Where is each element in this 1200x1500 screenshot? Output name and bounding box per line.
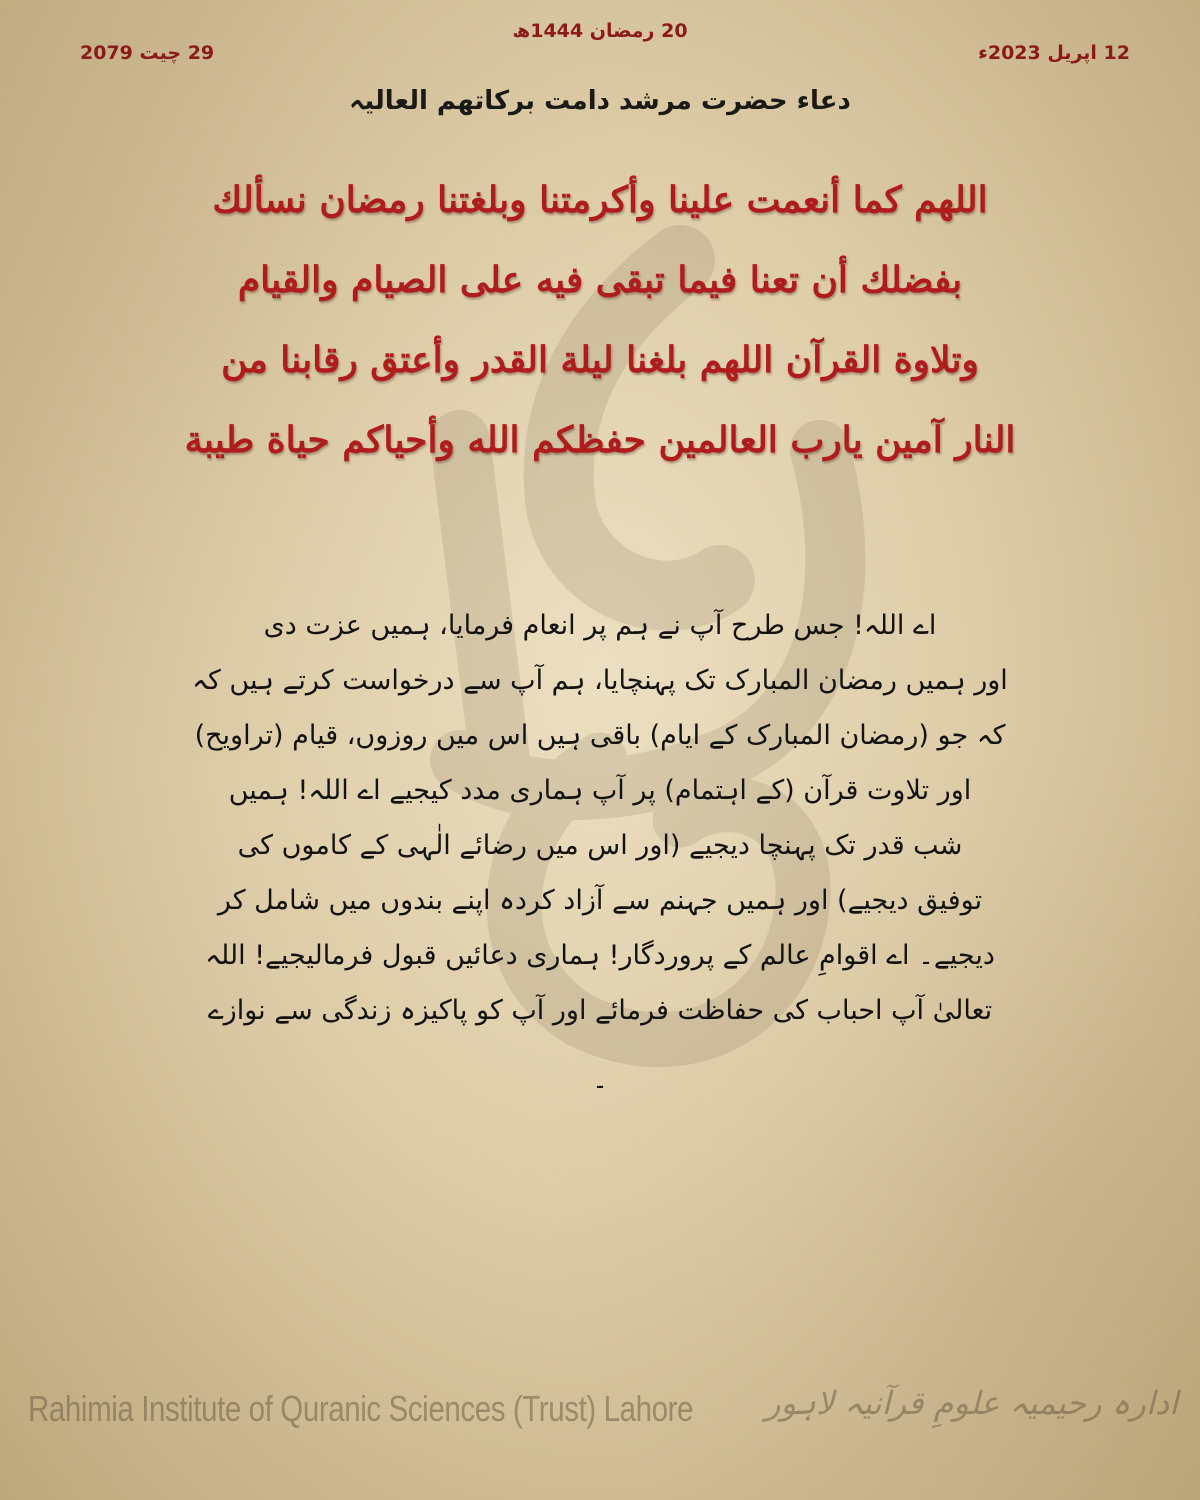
bikrami-date: 29 چیت 2079 [80, 42, 215, 64]
urdu-end-mark: ۔ [592, 1064, 608, 1095]
urdu-line: توفیق دیجیے) اور ہمیں جہنم سے آزاد کردہ اپنے بندوں میں شامل کر [217, 885, 983, 916]
arabic-line: النار آمين يارب العالمين حفظكم الله وأحياكم حياة طيبة [184, 419, 1016, 461]
arabic-dua [80, 160, 1120, 480]
urdu-line: اور ہمیں رمضان المبارک تک پہنچایا، ہم آپ سے درخواست کرتے ہیں کہ [192, 665, 1008, 696]
institute-name-urdu-logo: ادارہ رحیمیہ علومِ قرآنیہ لاہور [765, 1384, 1178, 1422]
gregorian-date: 12 اپریل 2023ء [978, 42, 1130, 64]
urdu-line: شب قدر تک پہنچا دیجیے (اور اس میں رضائے الٰہی کے کاموں کی [237, 830, 963, 861]
urdu-line: اے اللہ! جس طرح آپ نے ہم پر انعام فرمایا، ہمیں عزت دی [263, 610, 937, 641]
urdu-line: کہ جو (رمضان المبارک کے ایام) باقی ہیں اس میں روزوں، قیام (تراویح) [194, 720, 1006, 751]
urdu-line: دیجیے۔ اے اقوامِ عالم کے پروردگار! ہماری دعائیں قبول فرمالیجیے! اللہ [205, 940, 995, 971]
arabic-line: بفضلك أن تعنا فيما تبقى فيه على الصيام والقيام [237, 259, 963, 301]
arabic-line: وتلاوة القرآن اللهم بلغنا ليلة القدر وأعتق رقابنا من [221, 339, 979, 381]
page-title: دعاء حضرت مرشد دامت برکاتھم العالیہ [349, 86, 851, 116]
urdu-translation [140, 598, 1060, 1107]
urdu-line: اور تلاوت قرآن (کے اہتمام) پر آپ ہماری مدد کیجیے اے اللہ! ہمیں [228, 775, 972, 806]
arabic-line: اللهم كما أنعمت علينا وأكرمتنا وبلغتنا رمضان نسألك [212, 179, 988, 221]
footer [0, 1378, 1200, 1458]
hijri-date: 20 رمضان 1444ھ [512, 20, 688, 42]
institute-name-english: Rahimia Institute of Quranic Sciences (Trust) Lahore [28, 1388, 694, 1429]
urdu-line: تعالیٰ آپ احباب کی حفاظت فرمائے اور آپ کو پاکیزہ زندگی سے نوازے [207, 995, 993, 1026]
